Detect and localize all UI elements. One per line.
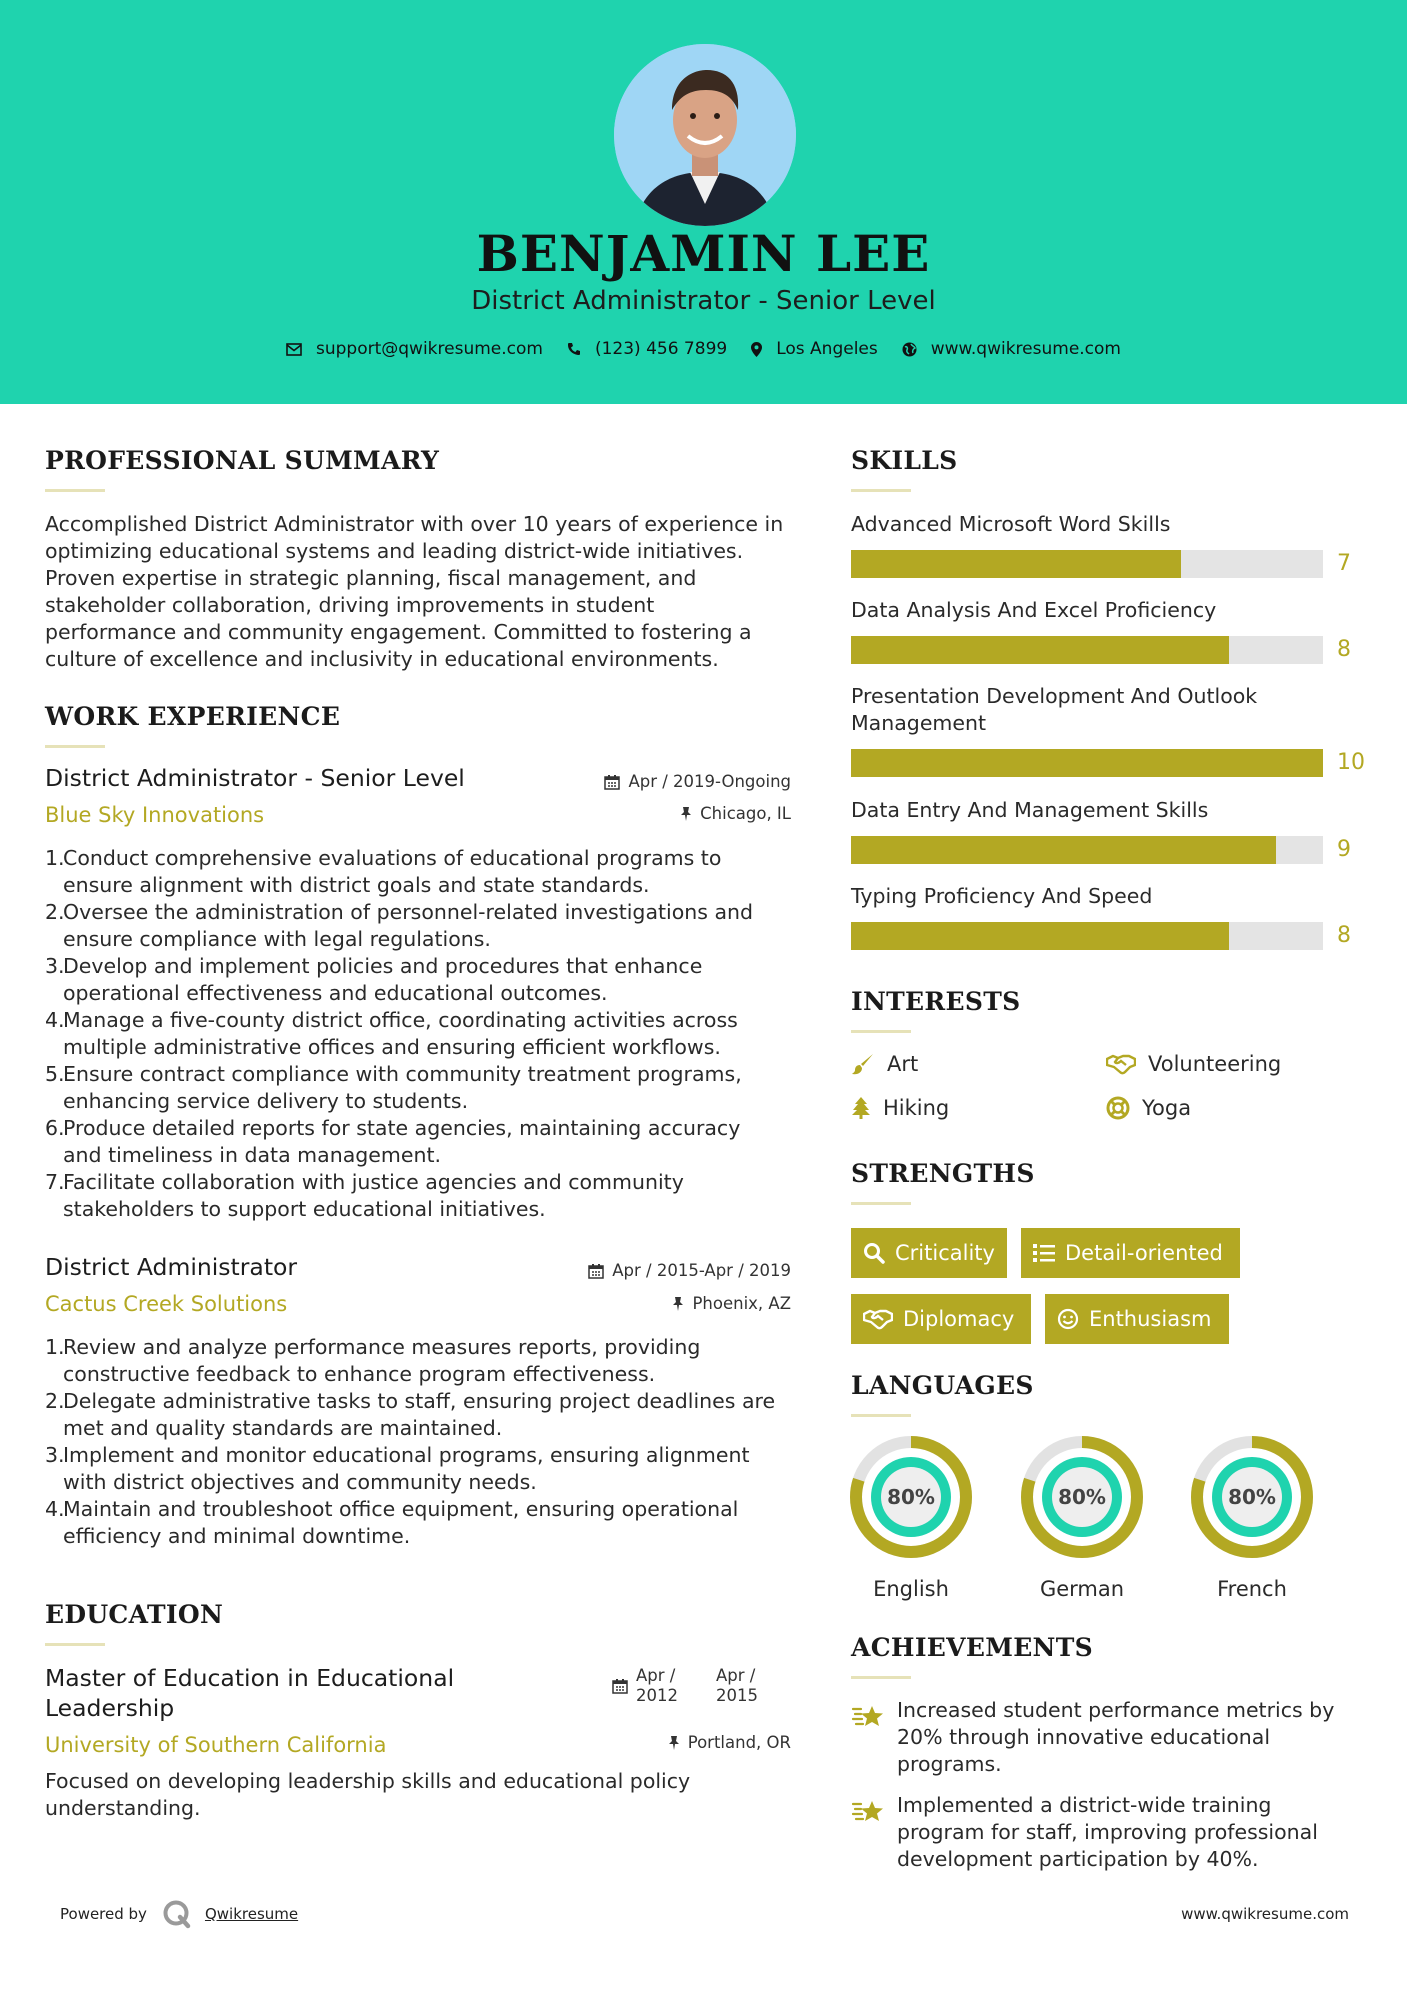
qwikresume-logo-icon xyxy=(161,1898,193,1930)
phone-icon xyxy=(567,342,581,356)
email-text: support@qwikresume.com xyxy=(316,339,543,359)
interests-heading: INTERESTS xyxy=(851,987,1021,1016)
job-title: District Administrator xyxy=(45,1253,298,1281)
dates-text: Apr / 2015-Apr / 2019 xyxy=(612,1261,791,1280)
skills-heading: SKILLS xyxy=(851,446,958,475)
header-banner xyxy=(0,0,1407,404)
skill-score: 8 xyxy=(1337,923,1351,948)
education-description: Focused on developing leadership skills and educational policy understanding. xyxy=(45,1769,691,1820)
experience-heading: WORK EXPERIENCE xyxy=(45,702,341,731)
strength-chip: Criticality xyxy=(851,1228,1007,1278)
achievements-heading: ACHIEVEMENTS xyxy=(851,1633,1093,1662)
calendar-icon xyxy=(588,1263,604,1279)
job-duties-list xyxy=(45,1334,805,1550)
job-location xyxy=(672,1294,791,1313)
list-item: 2. Oversee the administration of personnel-related investigations and ensure compliance with legal regulations. xyxy=(45,900,754,951)
skill-label: Typing Proficiency And Speed xyxy=(851,884,1153,908)
website-text: www.qwikresume.com xyxy=(930,339,1121,359)
interest-volunteering: Volunteering xyxy=(1106,1052,1281,1076)
star-medal-icon xyxy=(851,1796,885,1826)
language-percent: 80% xyxy=(887,1485,935,1509)
strength-chip: Diplomacy xyxy=(851,1294,1031,1344)
skill-bar-fill xyxy=(851,749,1323,777)
language-gauge xyxy=(1020,1435,1144,1601)
strengths-heading: STRENGTHS xyxy=(851,1159,1035,1188)
list-item: 1. Review and analyze performance measures reports, providing constructive feedback to enhance program effectiveness. xyxy=(45,1335,701,1386)
achievement-item xyxy=(851,1792,1371,1873)
section-divider xyxy=(45,1643,105,1646)
skill-score: 10 xyxy=(1337,750,1365,775)
skill-bar-track xyxy=(851,749,1323,777)
section-divider xyxy=(851,489,911,492)
summary-line: Proven expertise in strategic planning, fiscal management, and xyxy=(45,566,697,590)
list-item: 6. Produce detailed reports for state agencies, maintaining accuracy and timeliness in data management. xyxy=(45,1116,741,1167)
footer-website[interactable]: www.qwikresume.com xyxy=(1181,1905,1349,1923)
interest-art: Art xyxy=(851,1052,918,1076)
star-medal-icon xyxy=(851,1701,885,1731)
job-title: District Administrator - Senior Level xyxy=(45,764,465,792)
strength-chip: Enthusiasm xyxy=(1045,1294,1229,1344)
job-dates xyxy=(588,1261,791,1280)
skill-bar-fill xyxy=(851,922,1229,950)
skill-label: Data Entry And Management Skills xyxy=(851,798,1209,822)
list-item: 2. Delegate administrative tasks to staff, ensuring project deadlines are met and quality standards are maintained. xyxy=(45,1389,776,1440)
degree-title: Master of Education in Educational Leadership xyxy=(45,1664,455,1722)
contact-website[interactable] xyxy=(902,339,1121,359)
location-text: Phoenix, AZ xyxy=(692,1294,791,1313)
skill-score: 9 xyxy=(1337,837,1351,862)
section-divider xyxy=(851,1202,911,1205)
list-item: 5. Ensure contract compliance with community treatment programs, enhancing service delivery to students. xyxy=(45,1062,742,1113)
handshake-icon xyxy=(863,1308,893,1330)
summary-text xyxy=(45,511,805,673)
section-divider xyxy=(851,1030,911,1033)
interest-yoga: Yoga xyxy=(1106,1096,1191,1120)
search-icon xyxy=(863,1242,885,1264)
list-icon xyxy=(1033,1243,1055,1263)
smile-icon xyxy=(1057,1308,1079,1330)
skill-label: Presentation Development And Outlook Management xyxy=(851,684,1258,735)
skill-bar-fill xyxy=(851,550,1181,578)
location-text: Portland, OR xyxy=(687,1733,791,1752)
achievement-text: Implemented a district-wide training program for staff, improving professional development participation by 40%. xyxy=(897,1793,1318,1871)
lifebuoy-icon xyxy=(1106,1096,1130,1120)
pin-icon xyxy=(680,806,692,822)
pin-icon xyxy=(672,1296,684,1312)
location-pin-icon xyxy=(751,342,762,357)
list-item: 4. Manage a five-county district office, coordinating activities across multiple administrative offices and ensuring efficient workflows. xyxy=(45,1008,738,1059)
achievement-item xyxy=(851,1697,1371,1778)
skill-bar-track xyxy=(851,550,1323,578)
skill-bar-track xyxy=(851,836,1323,864)
language-name: French xyxy=(1217,1577,1287,1601)
language-donut xyxy=(1020,1435,1144,1559)
language-gauge xyxy=(1190,1435,1314,1601)
language-name: English xyxy=(873,1577,949,1601)
language-name: German xyxy=(1039,1577,1125,1601)
summary-line: Accomplished District Administrator with over 10 years of experience in xyxy=(45,512,784,536)
contact-location xyxy=(751,339,878,359)
skill-label: Data Analysis And Excel Proficiency xyxy=(851,598,1217,622)
contact-phone[interactable] xyxy=(567,339,727,359)
list-item: 7. Facilitate collaboration with justice agencies and community stakeholders to support educational initiatives. xyxy=(45,1170,684,1221)
summary-line: stakeholder collaboration, driving improvements in student xyxy=(45,593,655,617)
company-name: Cactus Creek Solutions xyxy=(45,1292,288,1316)
skill-score: 7 xyxy=(1337,551,1351,576)
brand-link[interactable]: Qwikresume xyxy=(204,1905,299,1923)
job-dates xyxy=(604,772,791,791)
calendar-icon xyxy=(604,774,620,790)
skill-score: 8 xyxy=(1337,637,1351,662)
list-item: 1. Conduct comprehensive evaluations of educational programs to ensure alignment with district goals and state standards. xyxy=(45,846,722,897)
skill-label: Advanced Microsoft Word Skills xyxy=(851,512,1171,536)
school-name: University of Southern California xyxy=(45,1733,387,1757)
company-name: Blue Sky Innovations xyxy=(45,803,265,827)
location-text: Los Angeles xyxy=(776,339,878,359)
education-location xyxy=(668,1733,791,1752)
education-heading: EDUCATION xyxy=(45,1600,224,1629)
section-divider xyxy=(851,1414,911,1417)
skill-bar-fill xyxy=(851,636,1229,664)
candidate-title: District Administrator - Senior Level xyxy=(471,286,936,316)
skill-bar-fill xyxy=(851,836,1276,864)
dates-text: Apr / 2019-Ongoing xyxy=(628,772,791,791)
education-dates xyxy=(612,1666,758,1706)
language-percent: 80% xyxy=(1058,1485,1106,1509)
achievement-text: Increased student performance metrics by 20% through innovative educational programs. xyxy=(897,1698,1335,1776)
section-divider xyxy=(851,1676,911,1679)
pin-icon xyxy=(668,1735,680,1751)
summary-line: optimizing educational systems and leading district-wide initiatives. xyxy=(45,539,744,563)
avatar-photo xyxy=(614,44,796,226)
mail-icon xyxy=(286,343,302,356)
summary-heading: PROFESSIONAL SUMMARY xyxy=(45,446,440,475)
language-gauge xyxy=(849,1435,973,1601)
interest-hiking: Hiking xyxy=(851,1096,949,1120)
handshake-icon xyxy=(1106,1053,1136,1075)
list-item: 3. Implement and monitor educational programs, ensuring alignment with district objectives and community needs. xyxy=(45,1443,750,1494)
language-donut xyxy=(1190,1435,1314,1559)
globe-icon xyxy=(902,342,917,357)
date-start: Apr / 2012 xyxy=(636,1666,678,1705)
language-donut xyxy=(849,1435,973,1559)
summary-line: performance and community engagement. Committed to fostering a xyxy=(45,620,752,644)
candidate-name: BENJAMIN LEE xyxy=(476,224,931,283)
strength-chip: Detail-oriented xyxy=(1021,1228,1240,1278)
skill-bar-track xyxy=(851,922,1323,950)
skill-bar-track xyxy=(851,636,1323,664)
contact-row xyxy=(0,336,1407,362)
language-percent: 80% xyxy=(1228,1485,1276,1509)
section-divider xyxy=(45,745,105,748)
contact-email[interactable] xyxy=(286,339,543,359)
job-duties-list xyxy=(45,845,805,1223)
tree-icon xyxy=(851,1097,871,1119)
job-location xyxy=(680,804,791,823)
list-item: 4. Maintain and troubleshoot office equipment, ensuring operational efficiency and minimal downtime. xyxy=(45,1497,739,1548)
location-text: Chicago, IL xyxy=(700,804,791,823)
summary-line: culture of excellence and inclusivity in educational environments. xyxy=(45,647,719,671)
phone-text: (123) 456 7899 xyxy=(594,339,728,359)
powered-by-text: Powered by xyxy=(60,1905,147,1923)
calendar-icon xyxy=(612,1678,628,1694)
list-item: 3. Develop and implement policies and procedures that enhance operational effectiveness and educational outcomes. xyxy=(45,954,703,1005)
footer-branding xyxy=(60,1898,298,1930)
avatar xyxy=(614,44,796,226)
languages-heading: LANGUAGES xyxy=(851,1371,1034,1400)
section-divider xyxy=(45,489,105,492)
brush-icon xyxy=(851,1053,875,1075)
date-end: Apr / 2015 xyxy=(716,1666,758,1705)
